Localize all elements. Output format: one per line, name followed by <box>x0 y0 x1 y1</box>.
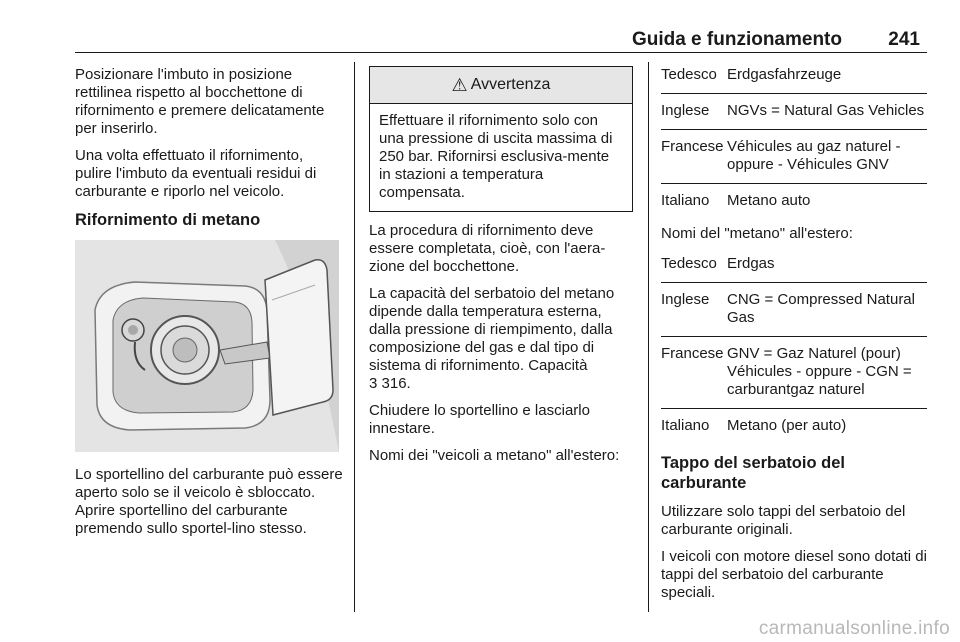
watermark: carmanualsonline.info <box>758 618 950 639</box>
vehicle-names-table <box>661 66 927 219</box>
language-cell: Tedesco <box>661 66 717 83</box>
page-reference: 3 316. <box>369 375 411 392</box>
table-row <box>661 138 927 184</box>
paragraph: Posizionare l'imbuto in posizione rettilinea rispetto al bocchettone di rifornimento e premere delicatamente per inserirlo. <box>75 66 325 137</box>
term-cell: Erdgasfahrzeuge <box>727 66 842 83</box>
header-rule <box>75 52 927 53</box>
term-cell: GNV = Gaz Naturel (pour) Véhicules - oppure - CGN = carburantgaz naturel <box>727 345 912 398</box>
term-cell: CNG = Compressed Natural Gas <box>727 291 915 326</box>
paragraph: I veicoli con motore diesel sono dotati di tappi del serbatoio del carburante speciali. <box>661 548 927 601</box>
table-row <box>661 345 927 409</box>
term-cell: Véhicules au gaz naturel - oppure - Véhicules GNV <box>727 138 901 173</box>
paragraph: Utilizzare solo tappi del serbatoio del carburante originali. <box>661 503 906 538</box>
paragraph: La capacità del serbatoio del metano dipende dalla temperatura esterna, dalla pressione di riempimento, dalla composizione del gas e dal tipo di sistema di rifornimento. Capacità <box>369 285 615 374</box>
warning-title: Avvertenza <box>470 76 551 93</box>
table-row <box>661 192 927 219</box>
term-cell: Metano (per auto) <box>727 417 847 434</box>
paragraph: Nomi dei "veicoli a metano" all'estero: <box>369 447 620 464</box>
table-row <box>661 255 927 283</box>
column-divider <box>648 62 649 612</box>
language-cell: Inglese <box>661 291 710 308</box>
warning-triangle-icon: ⚠ <box>451 75 468 95</box>
paragraph: Chiudere lo sportellino e lasciarlo innestare. <box>369 402 590 437</box>
header-title: Guida e funzionamento <box>631 29 842 50</box>
language-cell: Francese <box>661 345 724 362</box>
language-cell: Tedesco <box>661 255 717 272</box>
table-row <box>661 66 927 94</box>
language-cell: Francese <box>661 138 724 155</box>
language-cell: Italiano <box>661 192 710 209</box>
term-cell: Metano auto <box>727 192 811 209</box>
column-2 <box>369 66 635 474</box>
paragraph: Una volta effettuato il rifornimento, pulire l'imbuto da eventuali residui di carburante e riporlo nel veicolo. <box>75 147 317 200</box>
column-divider <box>354 62 355 612</box>
page-number: 241 <box>888 29 920 50</box>
term-cell: Erdgas <box>727 255 775 272</box>
section-heading: Tappo del serbatoio del carburante <box>661 454 845 492</box>
fuel-door-illustration <box>75 240 339 452</box>
term-cell: NGVs = Natural Gas Vehicles <box>727 102 925 119</box>
table-row <box>661 291 927 337</box>
table-row <box>661 102 927 130</box>
gas-names-table <box>661 255 927 444</box>
paragraph: La procedura di rifornimento deve essere completata, cioè, con l'aera‐zione del bocchettone. <box>369 222 606 275</box>
warning-header <box>370 67 632 104</box>
language-cell: Inglese <box>661 102 710 119</box>
language-cell: Italiano <box>661 417 710 434</box>
warning-text: Effettuare il rifornimento solo con una pressione di uscita massima di 250 bar. Rifornirsi esclusiva‐mente in stazioni a temperatura compensata. <box>379 112 613 201</box>
warning-box <box>369 66 633 212</box>
column-3 <box>661 66 929 611</box>
illustration-caption: Lo sportellino del carburante può essere aperto solo se il veicolo è sbloccato. Aprire sportellino del carburante premendo sullo sportel‐lino stesso. <box>75 466 343 537</box>
section-heading: Rifornimento di metano <box>75 211 261 229</box>
paragraph: Nomi del "metano" all'estero: <box>661 225 853 242</box>
table-row <box>661 417 927 444</box>
column-1 <box>75 66 343 547</box>
